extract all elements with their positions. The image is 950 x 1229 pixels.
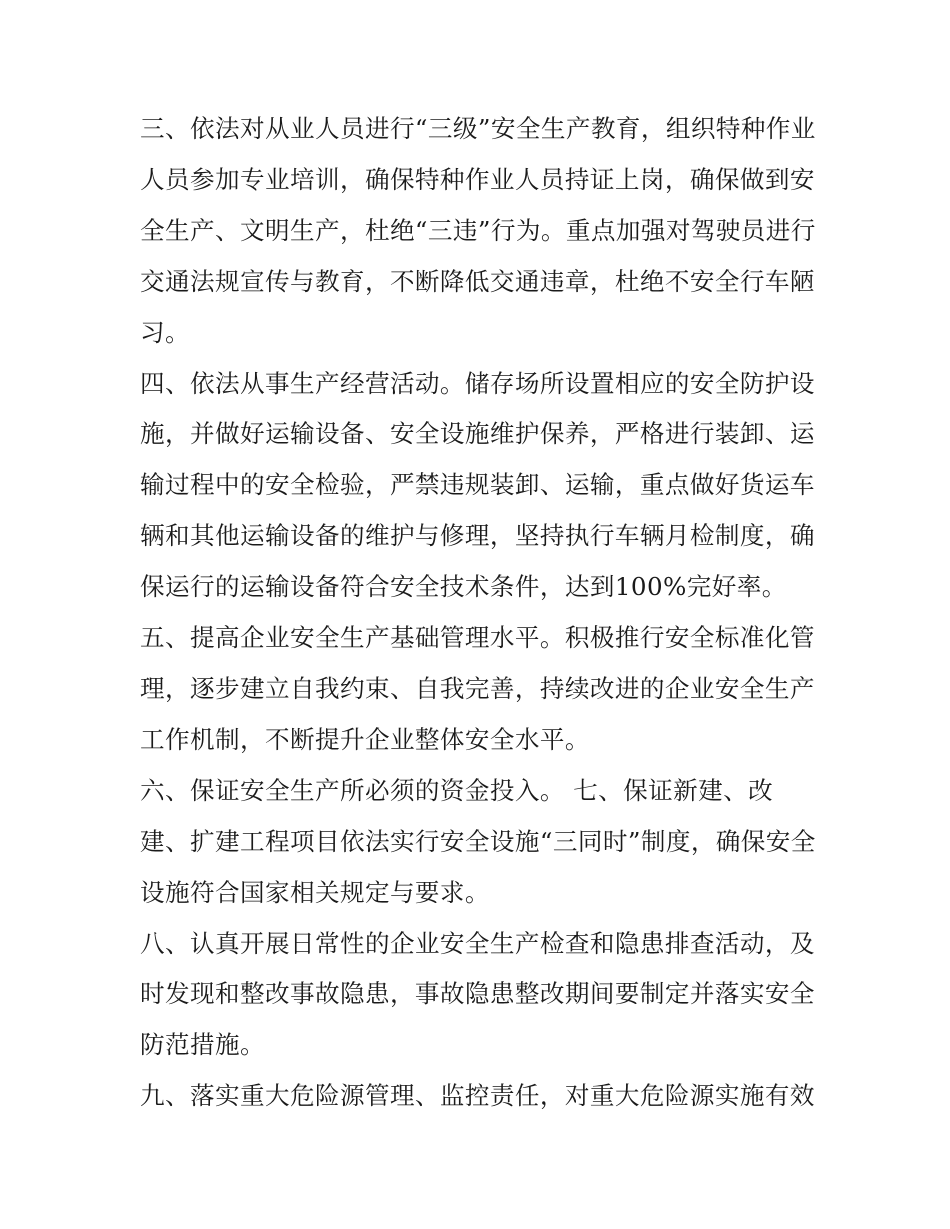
paragraph-6-7 (140, 766, 816, 919)
text-line: 九、落实重大危险源管理、监控责任，对重大危险源实施有效 (140, 1081, 815, 1111)
paragraph-9 (140, 1071, 816, 1122)
text-line: 时发现和整改事故隐患，事故隐患整改期间要制定并落实安全 (140, 979, 815, 1009)
document-page (140, 104, 816, 1122)
text-line: 辆和其他运输设备的维护与修理，坚持执行车辆月检制度，确 (140, 521, 815, 551)
text-line: 施，并做好运输设备、安全设施维护保养，严格进行装卸、运 (140, 419, 815, 449)
text-line: 交通法规宣传与教育，不断降低交通违章，杜绝不安全行车陋 (140, 266, 815, 296)
paragraph-4 (140, 359, 816, 614)
text-line: 五、提高企业安全生产基础管理水平。积极推行安全标准化管 (140, 623, 815, 653)
text-line: 设施符合国家相关规定与要求。 (140, 877, 490, 907)
paragraph-3 (140, 104, 816, 359)
text-line: 八、认真开展日常性的企业安全生产检查和隐患排查活动，及 (140, 928, 815, 958)
text-line: 四、依法从事生产经营活动。储存场所设置相应的安全防护设 (140, 368, 815, 398)
text-line: 工作机制，不断提升企业整体安全水平。 (140, 724, 590, 754)
text-line: 人员参加专业培训，确保特种作业人员持证上岗，确保做到安 (140, 164, 815, 194)
text-line: 全生产、文明生产，杜绝“三违”行为。重点加强对驾驶员进行 (140, 215, 816, 245)
text-line: 理，逐步建立自我约束、自我完善，持续改进的企业安全生产 (140, 673, 815, 703)
text-line: 三、依法对从业人员进行“三级”安全生产教育，组织特种作业 (140, 114, 816, 143)
paragraph-5 (140, 613, 816, 766)
text-line: 六、保证安全生产所必须的资金投入。 七、保证新建、改 (140, 775, 774, 805)
text-line: 输过程中的安全检验，严禁违规装卸、运输，重点做好货运车 (140, 470, 815, 500)
paragraph-8 (140, 919, 816, 1072)
text-line: 习。 (140, 317, 190, 347)
text-line: 建、扩建工程项目依法实行安全设施“三同时”制度，确保安全 (140, 826, 816, 856)
text-line: 保运行的运输设备符合安全技术条件，达到100%完好率。 (140, 572, 787, 602)
text-line: 防范措施。 (140, 1030, 265, 1060)
